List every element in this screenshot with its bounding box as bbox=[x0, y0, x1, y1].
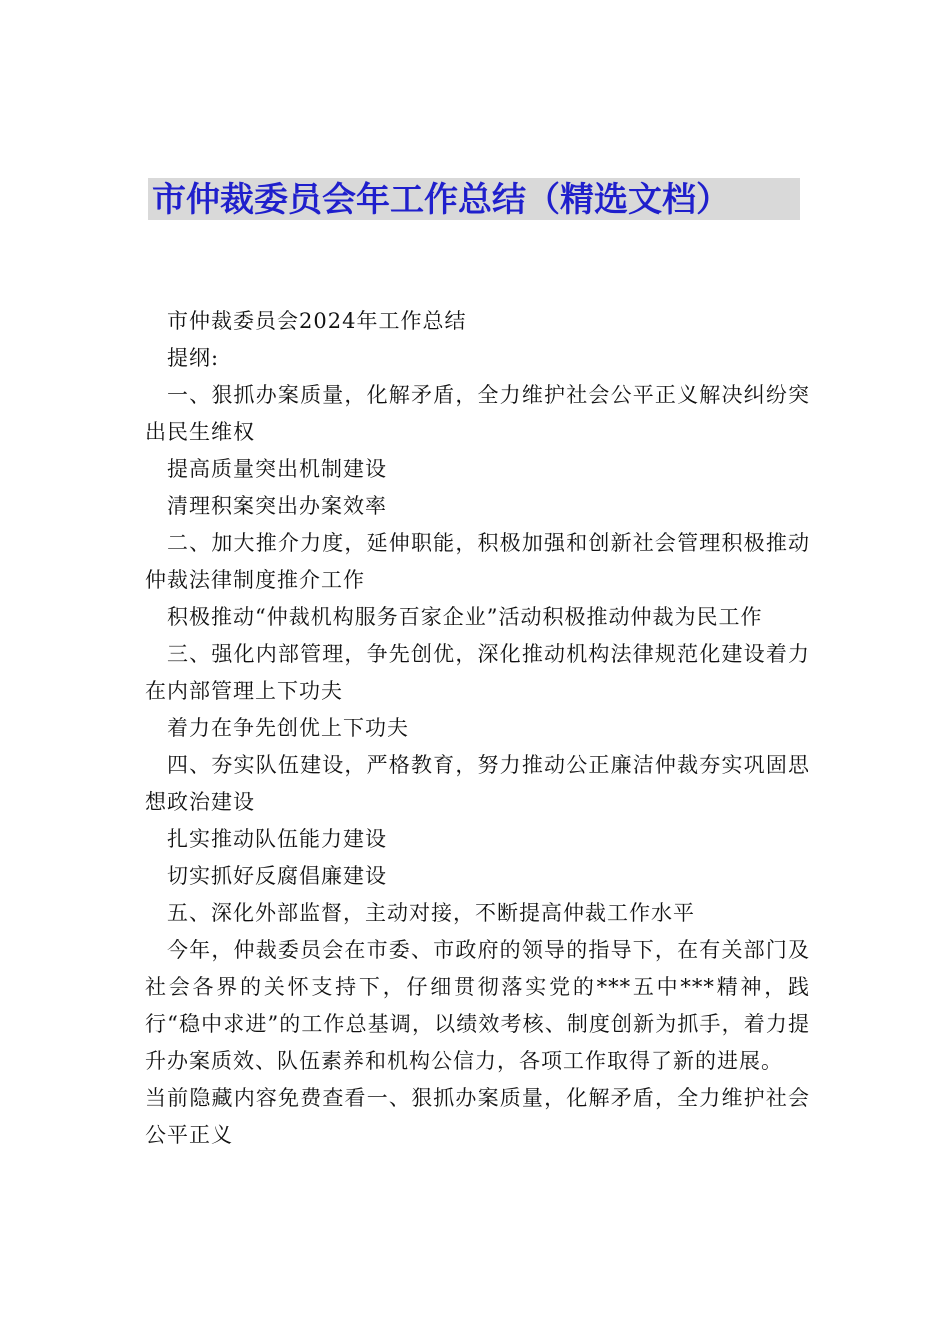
outline-section-2: 二、加大推介力度，延伸职能，积极加强和创新社会管理积极推动仲裁法律制度推介工作 bbox=[145, 531, 810, 592]
outline-item: 清理积案突出办案效率 bbox=[167, 494, 387, 518]
outline-section-1: 一、狠抓办案质量，化解矛盾，全力维护社会公平正义解决纠纷突出民生维权 bbox=[145, 383, 810, 444]
document-title: 市仲裁委员会年工作总结（精选文档） bbox=[152, 180, 730, 220]
outline-section-4: 四、夯实队伍建设，严格教育，努力推动公正廉洁仲裁夯实巩固思想政治建设 bbox=[145, 753, 810, 814]
intro-paragraph: 今年，仲裁委员会在市委、市政府的领导的指导下，在有关部门及社会各界的关怀支持下，仔细贯彻落实党的***五中***精神，践行“稳中求进”的工作总基调，以绩效考核、制度创新为抓手，着力提升办案质效、队伍素养和机构公信力，各项工作取得了新的进展。 bbox=[145, 938, 810, 1073]
outline-item: 提高质量突出机制建设 bbox=[167, 457, 387, 481]
hidden-content-notice: 当前隐藏内容免费查看一、狠抓办案质量，化解矛盾，全力维护社会公平正义 bbox=[145, 1086, 810, 1147]
document-body bbox=[145, 303, 810, 1154]
outline-item: 扎实推动队伍能力建设 bbox=[167, 827, 387, 851]
outline-section-3: 三、强化内部管理，争先创优，深化推动机构法律规范化建设着力在内部管理上下功夫 bbox=[145, 642, 810, 703]
doc-subtitle: 市仲裁委员会2024年工作总结 bbox=[167, 309, 467, 333]
outline-item: 积极推动“仲裁机构服务百家企业”活动积极推动仲裁为民工作 bbox=[167, 605, 763, 629]
outline-item: 着力在争先创优上下功夫 bbox=[167, 716, 409, 740]
outline-item: 切实抓好反腐倡廉建设 bbox=[167, 864, 387, 888]
title-highlight bbox=[148, 178, 800, 220]
outline-section-5: 五、深化外部监督，主动对接，不断提高仲裁工作水平 bbox=[167, 901, 695, 925]
outline-label: 提纲: bbox=[167, 346, 220, 370]
